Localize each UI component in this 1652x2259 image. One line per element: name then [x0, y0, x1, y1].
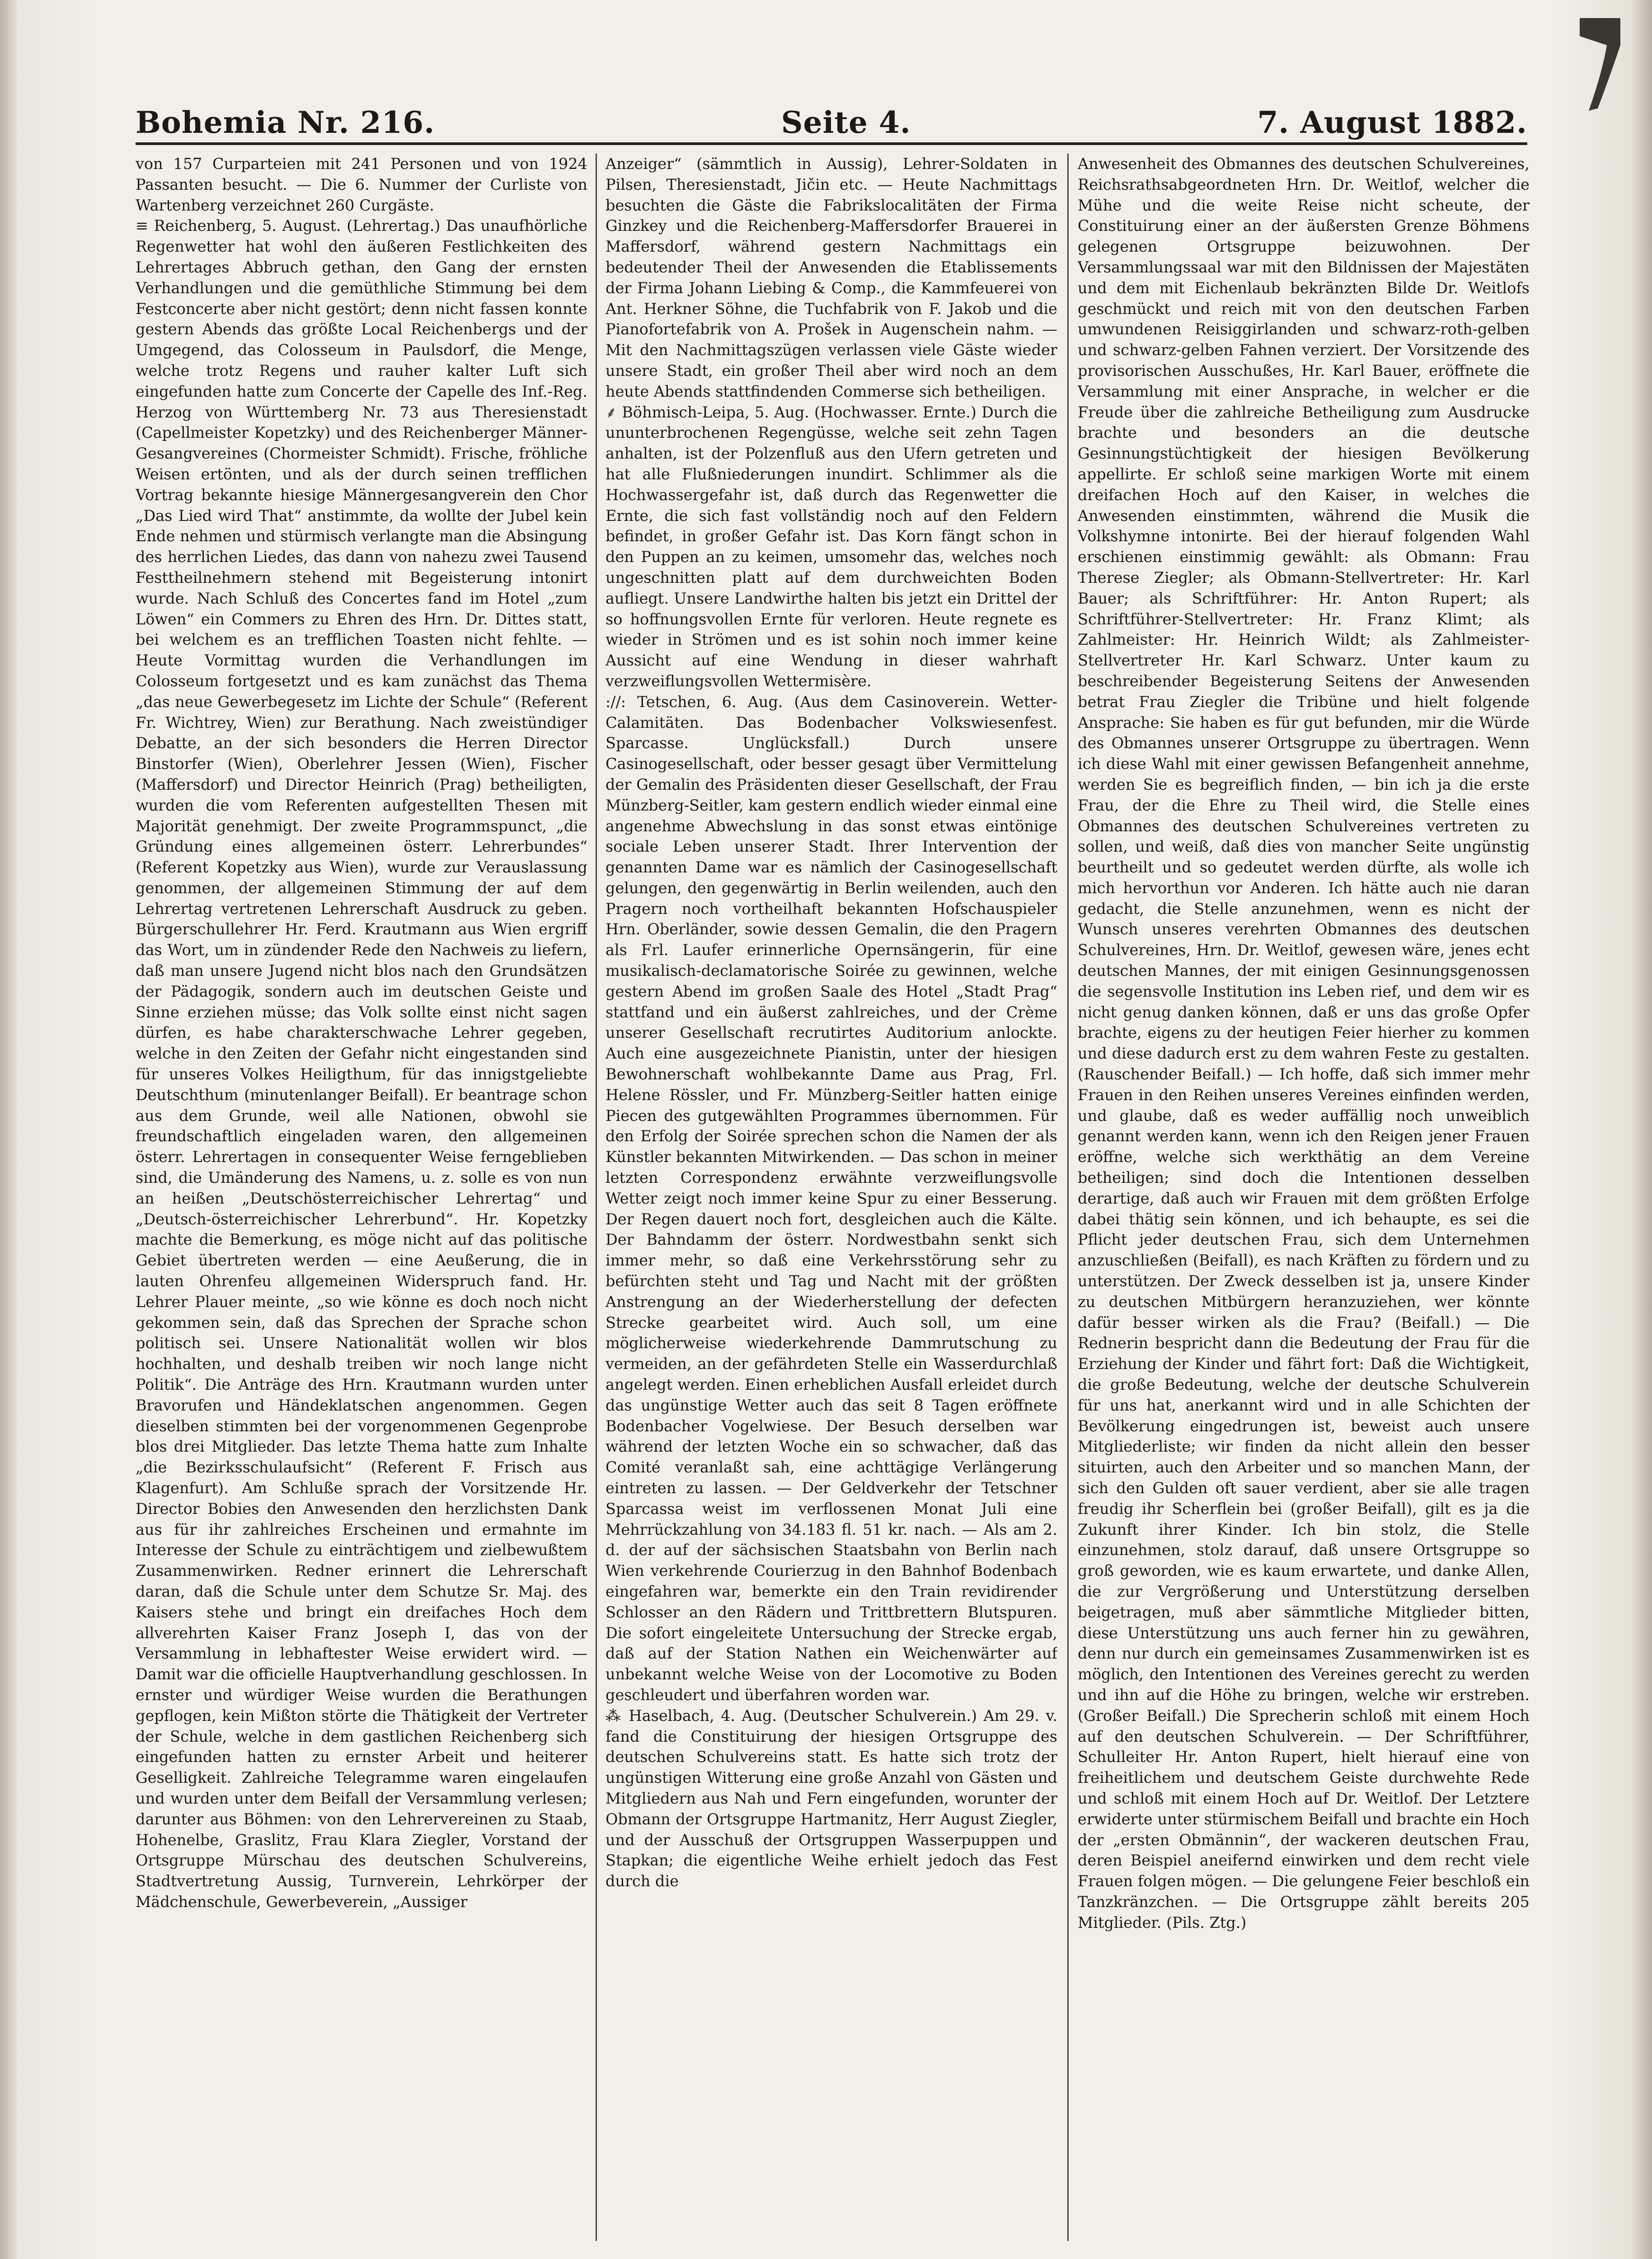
article-paragraph: Anzeiger“ (sämmtlich in Aussig), Lehrer-Soldaten in Pilsen, Theresienstadt, Jičin etc. — Heute Nachmittags besuchten die Gäste die Fabrikslocalitäten der Firma Ginzkey und die Reichenberg-Maffersdorfer Brauerei in Maffersdorf, während gestern Nachmittags ein bedeutender Theil der Anwesenden die Etablissements der Firma Johann Liebing & Comp., die Kammfeuerei von Ant. Herkner Söhne, die Tuchfabrik von F. Jakob und die Pianofortefabrik von A. Prošek in Augenschein nahm. — Mit den Nachmittagszügen verlassen viele Gäste wieder unsere Stadt, ein großer Theil aber wird noch an dem heute Abends stattfindenden Commerse sich betheiligen. [605, 155, 1057, 400]
binder-clip-icon [1571, 18, 1625, 113]
header-page-number: Seite 4. [781, 105, 911, 140]
article-paragraph: von 157 Curparteien mit 241 Personen und von 1924 Passanten besucht. — Die 6. Nummer der Curliste von Wartenberg verzeichnet 260 Curgäste. [136, 155, 587, 214]
header-date: 7. August 1882. [1257, 105, 1527, 140]
text-column-1 [136, 154, 587, 2241]
article-paragraph: ⸙ Böhmisch-Leipa, 5. Aug. (Hochwasser. Ernte.) Durch die ununterbrochenen Regengüsse, welche seit zehn Tagen anhalten, ist der Polzenfluß aus den Ufern getreten und hat alle Flußniederungen inundirt. Schlimmer als die Hochwassergefahr ist, daß durch das Regenwetter die Ernte, die sich fast vollständig noch auf den Feldern befindet, in großer Gefahr ist. Das Korn fängt schon in den Puppen an zu keimen, umsomehr das, welches noch ungeschnitten platt auf dem durchweichten Boden aufliegt. Unsere Landwirthe halten bis jetzt ein Drittel der so hoffnungsvollen Ernte für verloren. Heute regnete es wieder in Strömen und es ist sohin noch immer keine Aussicht auf eine Wendung in dieser wahrhaft verzweiflungsvollen Wettermisère. [605, 403, 1057, 690]
page-header [136, 90, 1527, 140]
header-rule [136, 142, 1527, 145]
article-paragraph: ://: Tetschen, 6. Aug. (Aus dem Casinoverein. Wetter-Calamitäten. Das Bodenbacher Volkswiesenfest. Sparcasse. Unglücksfall.) Durch unsere Casinogesellschaft, oder besser gesagt über Vermittelung der Gemalin des Präsidenten dieser Gesellschaft, der Frau Münzberg-Seitler, kam gestern endlich wieder einmal eine angenehme Abwechslung in das sonst etwas eintönige sociale Leben unserer Stadt. Ihrer Intervention der genannten Dame war es nämlich der Casinogesellschaft gelungen, den gegenwärtig in Berlin weilenden, auch den Pragern noch vortheilhaft bekannten Hofschauspieler Hrn. Oberländer, sowie dessen Gemalin, die den Pragern als Frl. Laufer erinnerliche Opernsängerin, für eine musikalisch-declamatorische Soirée zu gewinnen, welche gestern Abend im großen Saale des Hotel „Stadt Prag“ stattfand und ein äußerst zahlreiches, und der Crème unserer Gesellschaft recrutirtes Auditorium anlockte. Auch eine ausgezeichnete Pianistin, unter der hiesigen Bewohnerschaft wohlbekannte Dame aus Prag, Frl. Helene Rössler, und Fr. Münzberg-Seitler hatten einige Piecen des gutgewählten Programmes übernommen. Für den Erfolg der Soirée sprechen schon die Namen der als Künstler bekannten Mitwirkenden. — Das schon in meiner letzten Correspondenz erwähnte verzweiflungsvolle Wetter zeigt noch immer keine Spur zu einer Besserung. Der Regen dauert noch fort, desgleichen auch die Kälte. Der Bahndamm der österr. Nordwestbahn senkt sich immer mehr, so daß eine Verkehrsstörung sehr zu befürchten steht und Tag und Nacht mit der größten Anstrengung an der Wiederherstellung der defecten Strecke gearbeitet wird. Auch soll, um eine möglicherweise wiederkehrende Dammrutschung zu vermeiden, an der gefährdeten Stelle ein Wasserdurchlaß angelegt werden. Einen erheblichen Ausfall erleidet durch das ungünstige Wetter auch das seit 8 Tagen eröffnete Bodenbacher Vogelwiese. Der Besuch derselben war während der letzten Woche ein so schwacher, daß das Comité veranlaßt sah, eine achttägige Verlängerung eintreten zu lassen. — Der Geldverkehr der Tetschner Sparcassa weist im verflossenen Monat Juli eine Mehrrückzahlung von 34.183 fl. 51 kr. nach. — Als am 2. d. der auf der sächsischen Staatsbahn von Berlin nach Wien verkehrende Courierzug in den Bahnhof Bodenbach eingefahren war, bemerkte ein den Train revidirender Schlosser an den Rädern und Trittbrettern Blutspuren. Die sofort eingeleitete Untersuchung der Strecke ergab, daß auf der Station Nathen ein Weichenwärter auf unbekannt welche Weise von der Locomotive zu Boden geschleudert und überfahren worden war. [605, 693, 1057, 1704]
article-paragraph: ≡ Reichenberg, 5. August. (Lehrertag.) Das unaufhörliche Regenwetter hat wohl den äußeren Festlichkeiten des Lehrertages Abbruch gethan, den Gang der ernsten Verhandlungen und die gemüthliche Stimmung bei dem Festconcerte aber nicht gestört; denn nicht fassen konnte gestern Abends das größte Local Reichenbergs und der Umgegend, das Colosseum in Paulsdorf, die Menge, welche trotz Regens und rauher kalter Luft sich eingefunden hatte zum Concerte der Capelle des Inf.-Reg. Herzog von Württemberg Nr. 73 aus Theresienstadt (Capellmeister Kopetzky) und des Reichenberger Männer-Gesangvereines (Chormeister Schmidt). Frische, fröhliche Weisen ertönten, und als der durch seinen trefflichen Vortrag bekannte hiesige Männergesangverein den Chor „Das Lied wird That“ anstimmte, da wollte der Jubel kein Ende nehmen und stürmisch verlangte man die Absingung des herrlichen Liedes, das dann von nahezu zwei Tausend Festtheilnehmern stehend mit Begeisterung intonirt wurde. Nach Schluß des Concertes fand im Hotel „zum Löwen“ ein Commers zu Ehren des Hrn. Dr. Dittes statt, bei welchem es an trefflichen Toasten nicht fehlte. — Heute Vormittag wurden die Verhandlungen im Colosseum fortgesetzt und es kam zunächst das Thema „das neue Gewerbegesetz im Lichte der Schule“ (Referent Fr. Wichtrey, Wien) zur Berathung. Nach zweistündiger Debatte, an der sich besonders die Herren Director Binstorfer (Wien), Oberlehrer Jessen (Wien), Fischer (Maffersdorf) und Director Heinrich (Prag) betheiligten, wurden die vom Referenten aufgestellten Thesen mit Majorität genehmigt. Der zweite Programmspunct, „die Gründung eines allgemeinen österr. Lehrerbundes“ (Referent Kopetzky aus Wien), wurde zur Verauslassung genommen, der allgemeinen Stimmung der auf dem Lehrertag vertretenen Lehrerschaft Ausdruck zu geben. Bürgerschullehrer Hr. Ferd. Krautmann aus Wien ergriff das Wort, um in zündender Rede den Nachweis zu liefern, daß man unsere Jugend nicht blos nach den Grundsätzen der Pädagogik, sondern auch im deutschen Geiste und Sinne erziehen müsse; das Volk sollte einst nicht sagen dürfen, es habe charakterschwache Lehrer gegeben, welche in den Zeiten der Gefahr nicht eingestanden sind für unseres Volkes Heiligthum, für das innigstgeliebte Deutschthum (minutenlanger Beifall). Er beantrage schon aus dem Grunde, weil alle Nationen, obwohl sie freundschaftlich eingeladen waren, den allgemeinen österr. Lehrertagen in consequenter Weise ferngeblieben sind, die Umänderung des Namens, u. z. solle es von nun an heißen „Deutschösterreichischer Lehrertag“ und „Deutsch-österreichischer Lehrerbund“. Hr. Kopetzky machte die Bemerkung, es möge nicht auf das politische Gebiet übertreten werden — eine Aeußerung, die in lauten Ohrenfeu allgemeinen Widerspruch fand. Hr. Lehrer Plauer meinte, „so wie könne es doch noch nicht gekommen sein, daß das Sprechen der Sprache schon politisch sei. Unsere Nationalität wollen wir blos hochhalten, und deshalb treiben wir noch lange nicht Politik“. Die Anträge des Hrn. Krautmann wurden unter Bravorufen und Händeklatschen angenommen. Gegen dieselben stimmten bei der vorgenommenen Gegenprobe blos drei Mitglieder. Das letzte Thema hatte zum Inhalte „die Bezirksschulaufsicht“ (Referent F. Frisch aus Klagenfurt). Am Schluße sprach der Vorsitzende Hr. Director Bobies den Anwesenden den herzlichsten Dank aus für ihr zahlreiches Erscheinen und ermahnte im Interesse der Schule zu einträchtigem und zielbewußtem Zusammenwirken. Redner erinnert die Lehrerschaft daran, daß die Schule unter dem Schutze Sr. Maj. des Kaisers stehe und bringt ein dreifaches Hoch dem allverehrten Kaiser Franz Joseph I, das von der Versammlung in lebhaftester Weise erwidert wird. — Damit war die officielle Hauptverhandlung geschlossen. In ernster und würdiger Weise wurden die Berathungen gepflogen, kein Mißton störte die Thätigkeit der Vertreter der Schule, welche in dem gastlichen Reichenberg sich eingefunden hatten zu ernster Arbeit und heiterer Geselligkeit. Zahlreiche Telegramme waren eingelaufen und wurden unter dem Beifall der Versammlung verlesen; darunter aus Böhmen: von den Lehrervereinen zu Staab, Hohenelbe, Graslitz, Frau Klara Ziegler, Vorstand der Ortsgruppe Mürschau des deutschen Schulvereins, Stadtvertretung Aussig, Turnverein, Lehrkörper der Mädchenschule, Gewerbeverein, „Aussiger [136, 217, 587, 1911]
header-issue: Bohemia Nr. 216. [136, 105, 435, 140]
scan-edge-left [0, 0, 18, 2259]
text-column-3 [1078, 154, 1530, 2241]
column-divider [1067, 154, 1069, 2241]
scan-edge-right [1629, 0, 1652, 2259]
text-column-2 [605, 154, 1057, 2241]
article-paragraph: ⁂ Haselbach, 4. Aug. (Deutscher Schulverein.) Am 29. v. fand die Constituirung der hiesigen Ortsgruppe des deutschen Schulvereins statt. Es hatte sich trotz der ungünstigen Witterung eine große Anzahl von Gästen und Mitgliedern aus Nah und Fern eingefunden, worunter der Obmann der Ortsgruppe Hartmanitz, Herr August Ziegler, und der Ausschuß der Ortsgruppen Wasserpuppen und Stapkan; die eigentliche Weihe erhielt jedoch das Fest durch die [605, 1706, 1057, 1890]
column-divider [596, 154, 597, 2241]
article-paragraph: Anwesenheit des Obmannes des deutschen Schulvereines, Reichsrathsabgeordneten Hrn. Dr. Weitlof, welcher die Mühe und die weite Reise nicht scheute, der Constituirung einer an der äußersten Grenze Böhmens gelegenen Ortsgruppe beizuwohnen. Der Versammlungssaal war mit den Bildnissen der Majestäten und dem mit Eichenlaub bekränzten Bilde Dr. Weitlofs geschmückt und reich mit von den deutschen Farben umwundenen Reisiggirlanden und schwarz-roth-gelben und schwarz-gelben Fahnen verziert. Der Vorsitzende des provisorischen Ausschußes, Hr. Karl Bauer, eröffnete die Versammlung mit einer Ansprache, in welcher er die Freude über die zahlreiche Betheiligung zum Ausdrucke brachte und besonders an die deutsche Gesinnungstüchtigkeit der hiesigen Bevölkerung appellirte. Er schloß seine markigen Worte mit einem dreifachen Hoch auf den Kaiser, in welches die Anwesenden einstimmten, während die Musik die Volkshymne intonirte. Bei der hierauf folgenden Wahl erschienen einstimmig gewählt: als Obmann: Frau Therese Ziegler; als Obmann-Stellvertreter: Hr. Karl Bauer; als Schriftführer: Hr. Anton Rupert; als Schriftführer-Stellvertreter: Hr. Franz Klimt; als Zahlmeister: Hr. Heinrich Wildt; als Zahlmeister-Stellvertreter Hr. Karl Schwarz. Unter kaum zu beschreibender Begeisterung Seitens der Anwesenden betrat Frau Ziegler die Tribüne und hielt folgende Ansprache: Sie haben es für gut befunden, mir die Würde des Obmannes unserer Ortsgruppe zu übertragen. Wenn ich diese Wahl mit einer gewissen Befangenheit annehme, werden Sie es begreiflich finden, — bin ich ja die erste Frau, der die Ehre zu Theil wird, die Stelle eines Obmannes des deutschen Schulvereines vertreten zu sollen, und weiß, daß dies von mancher Seite ungünstig beurtheilt und so gedeutet werden dürfte, als wolle ich mich hervorthun vor Anderen. Ich hätte auch nie daran gedacht, die Stelle anzunehmen, wenn es nicht der Wunsch unseres verehrten Obmannes des deutschen Schulvereines, Hrn. Dr. Weitlof, gewesen wäre, jenes echt deutschen Mannes, der mit einigen Gesinnungsgenossen die segensvolle Institution ins Leben rief, und dem wir es nicht genug danken können, daß er uns das große Opfer brachte, eigens zu der heutigen Feier hierher zu kommen und diese dadurch erst zu dem wahren Feste zu gestalten. (Rauschender Beifall.) — Ich hoffe, daß sich immer mehr Frauen in den Reihen unseres Vereines einfinden werden, und glaube, daß es weder auffällig noch unweiblich genannt werden kann, wenn ich den Reigen jener Frauen eröffne, welche sich werkthätig an dem Vereine betheiligen; sind doch die Intentionen desselben derartige, daß auch wir Frauen mit dem größten Erfolge dabei thätig sein können, und ich behaupte, es sei die Pflicht jeder deutschen Frau, sich dem Unternehmen anzuschließen (Beifall), es nach Kräften zu fördern und zu unterstützen. Der Zweck desselben ist ja, unsere Kinder zu deutschen Mitbürgern heranzuziehen, wer könnte dafür besser wirken als die Frau? (Beifall.) — Die Rednerin bespricht dann die Bedeutung der Frau für die Erziehung der Kinder und fährt fort: Daß die Wichtigkeit, die große Bedeutung, welche der deutsche Schulverein für uns hat, anerkannt wird und in alle Schichten der Bevölkerung eingedrungen ist, beweist auch unsere Mitgliederliste; wir finden da nicht allein den besser situirten, auch den Arbeiter und so manchen Mann, der sich den Gulden oft sauer verdient, aber sie alle tragen freudig ihr Scherflein bei (großer Beifall), gilt es ja die Zukunft ihrer Kinder. Ich bin stolz, die Stelle einzunehmen, stolz darauf, daß unsere Ortsgruppe so groß geworden, wie es kaum erwartete, und danke Allen, die zur Vergrößerung und Unterstützung derselben beigetragen, muß aber sämmtliche Mitglieder bitten, diese Unterstützung uns auch ferner hin zu gewähren, denn nur durch ein gemeinsames Zusammenwirken ist es möglich, den Intentionen des Vereines gerecht zu werden und ihn auf die Höhe zu bringen, welche wir erstreben. (Großer Beifall.) Die Sprecherin schloß mit einem Hoch auf den deutschen Schulverein. — Der Schriftführer, Schulleiter Hr. Anton Rupert, hielt hierauf eine von freiheitlichem und deutschem Geiste durchwehte Rede und schloß mit einem Hoch auf Dr. Weitlof. Der Letztere erwiderte unter stürmischem Beifall und brachte ein Hoch der „ersten Obmännin“, der wackeren deutschen Frau, deren Beispiel aneifernd einwirken und dem recht viele Frauen folgen mögen. — Die gelungene Feier beschloß ein Tanzkränzchen. — Die Ortsgruppe zählt bereits 205 Mitglieder. (Pils. Ztg.) [1078, 155, 1530, 1931]
